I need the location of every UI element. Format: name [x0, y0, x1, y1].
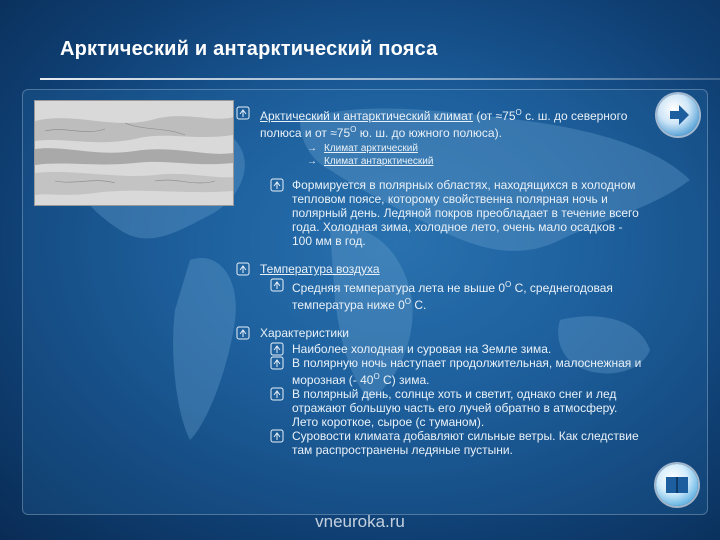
list-item	[232, 326, 642, 340]
characteristics-heading: Характеристики	[260, 326, 349, 340]
pointing-hand-icon	[270, 429, 284, 443]
link-row	[232, 142, 642, 155]
pointing-hand-icon	[236, 262, 250, 276]
list-item: Наиболее холодная и суровая на Земле зима.	[232, 342, 642, 356]
slide-content	[232, 106, 642, 457]
pointing-hand-icon	[270, 278, 284, 292]
list-item	[232, 178, 642, 248]
climate-zones-map-thumbnail[interactable]	[34, 100, 234, 206]
antarctic-climate-sublink[interactable]: Климат антарктический	[324, 156, 434, 167]
list-item	[232, 262, 642, 276]
climate-description: Формируется в полярных областях, находящихся в холодном тепловом поясе, которому свойственна полярная ночь и полярный день. Ледяной покров преобладает в течение всего года. Холодная зима, холодное лето, очень мало осадков - 100 мм в год.	[292, 178, 639, 248]
pointing-hand-icon	[270, 178, 284, 192]
next-slide-button[interactable]	[657, 94, 699, 136]
arrow-right-icon: →	[307, 156, 317, 167]
list-item: В полярную ночь наступает продолжительная, малоснежная и морозная (- $40^О$ С) зима.	[232, 356, 642, 387]
pointing-hand-icon	[236, 326, 250, 340]
list-item: Средняя температура лета не выше $0^О$ С, среднегодовая температура ниже $0^О$ С.	[232, 278, 642, 312]
list-item: Суровости климата добавляют сильные ветры. Как следствие там распространены ледяные пустыни.	[232, 429, 642, 457]
arrow-right-icon: →	[307, 143, 317, 154]
site-footer: vneuroka.ru	[315, 512, 405, 531]
book-icon	[656, 464, 698, 506]
climate-map-image	[35, 101, 233, 205]
temperature-heading-link[interactable]: Температура воздуха	[260, 262, 380, 276]
page-title: Арктический и антарктический пояса	[60, 38, 438, 60]
pointing-hand-icon	[270, 342, 284, 356]
pointing-hand-icon	[270, 356, 284, 370]
pointing-hand-icon	[270, 387, 284, 401]
title-divider	[40, 78, 720, 80]
arrow-right-icon	[657, 94, 699, 136]
list-item: Арктический и антарктический климат ($от \approx 75^О$ с. ш. до северного полюса и от $\approx 75^О$ ю. ш. до южного полюса).	[232, 106, 642, 140]
latitude-text: (от ≈75	[472, 109, 516, 123]
arctic-climate-link[interactable]: Арктический и антарктический климат	[260, 109, 473, 123]
link-row	[232, 155, 642, 168]
arctic-climate-sublink[interactable]: Климат арктический	[324, 143, 418, 154]
list-item: В полярный день, солнце хоть и светит, однако снег и лед отражают большую часть его лучей обратно в атмосферу. Лето короткое, сырое (с туманом).	[232, 387, 642, 429]
book-button[interactable]	[656, 464, 698, 506]
pointing-hand-icon	[236, 106, 250, 120]
